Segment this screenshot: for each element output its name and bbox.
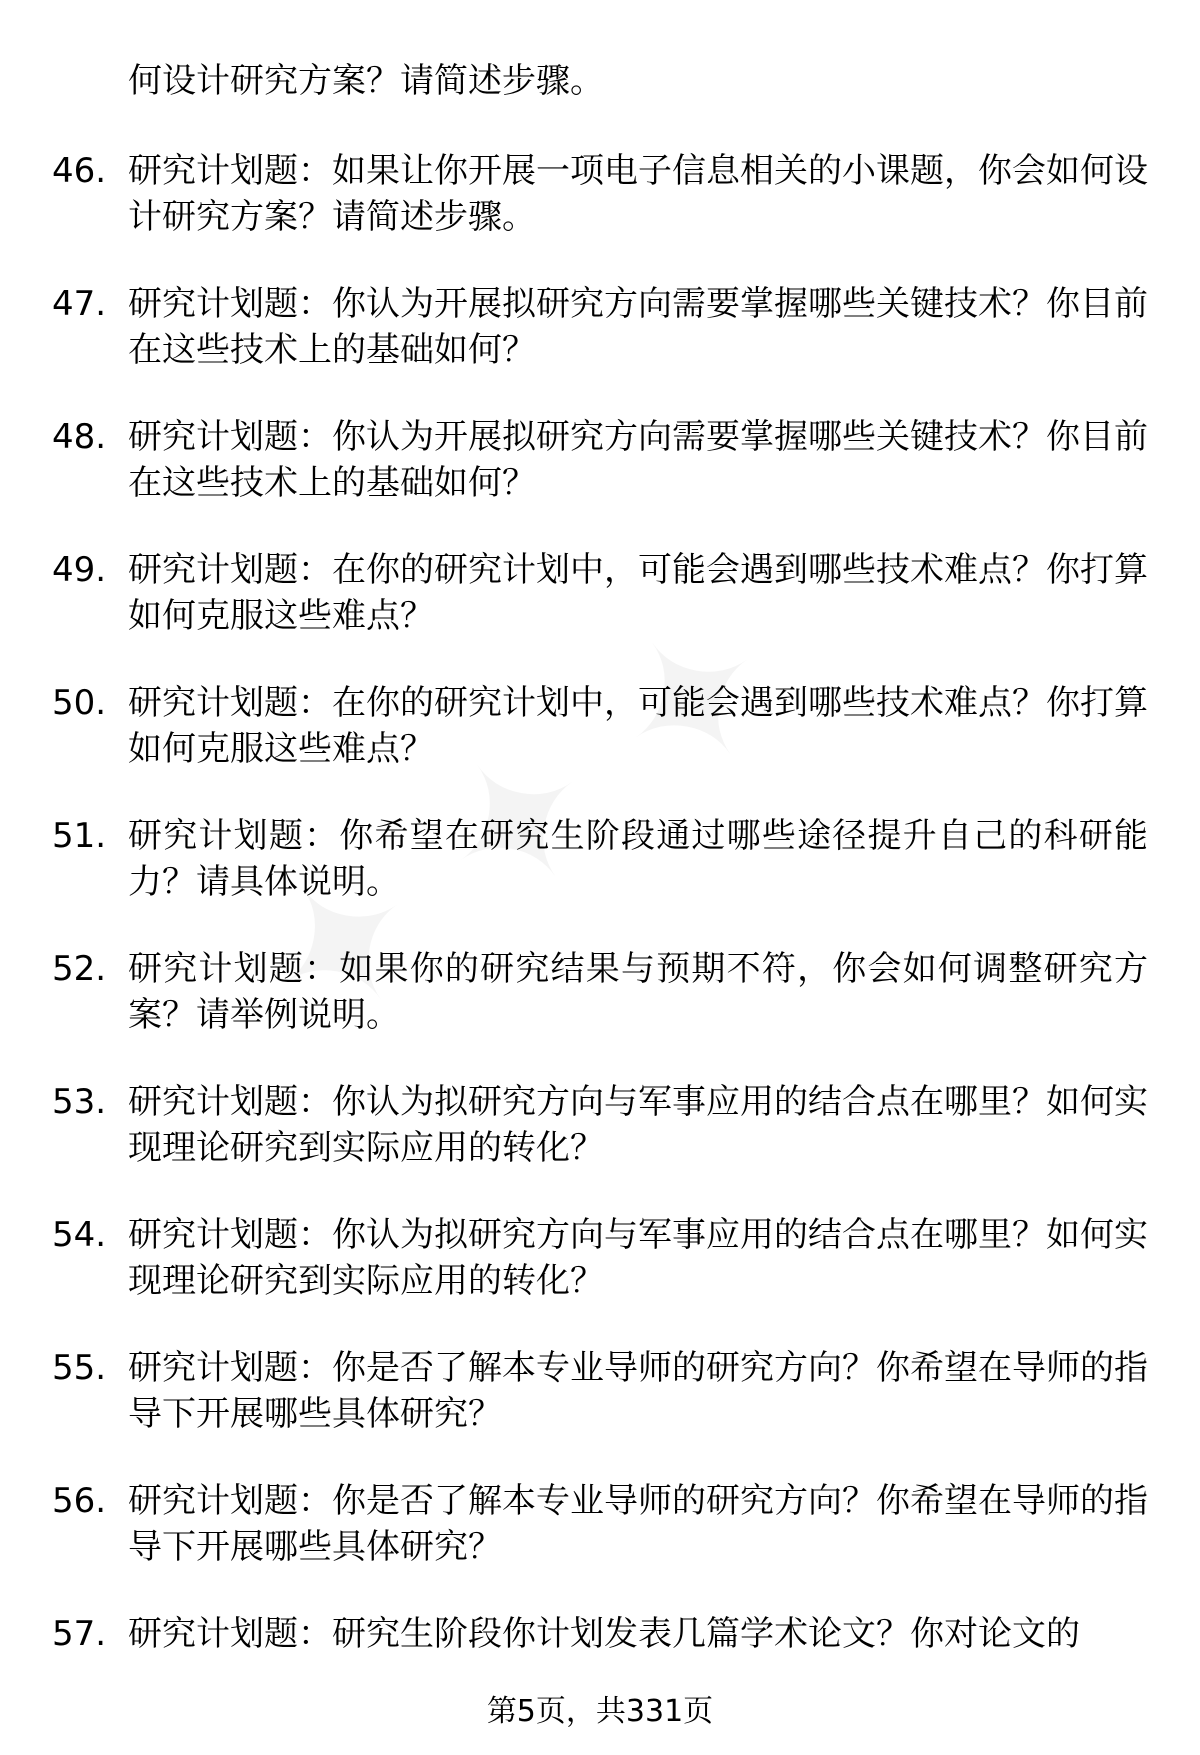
question-item	[0, 148, 1200, 281]
question-number: 53.	[52, 1082, 107, 1122]
question-text: 研究计划题：你是否了解本专业导师的研究方向？你希望在导师的指导下开展哪些具体研究？	[128, 1481, 1148, 1567]
question-number: 55.	[52, 1348, 107, 1388]
question-item	[0, 1345, 1200, 1478]
question-number: 51.	[52, 816, 107, 856]
question-text: 研究计划题：你认为拟研究方向与军事应用的结合点在哪里？如何实现理论研究到实际应用的转化？	[128, 1215, 1148, 1301]
question-text: 研究计划题：如果让你开展一项电子信息相关的小课题，你会如何设计研究方案？请简述步骤。	[128, 151, 1148, 237]
question-list	[0, 148, 1200, 1744]
question-item	[0, 1079, 1200, 1212]
question-item	[0, 946, 1200, 1079]
question-number: 50.	[52, 683, 107, 723]
question-number: 57.	[52, 1614, 107, 1654]
question-number: 49.	[52, 550, 107, 590]
question-number: 48.	[52, 417, 107, 457]
question-text: 研究计划题：你希望在研究生阶段通过哪些途径提升自己的科研能力？请具体说明。	[128, 816, 1148, 902]
question-text: 研究计划题：你认为开展拟研究方向需要掌握哪些关键技术？你目前在这些技术上的基础如何？	[128, 284, 1148, 370]
question-item	[0, 1478, 1200, 1611]
question-item	[0, 281, 1200, 414]
question-item	[0, 680, 1200, 813]
question-number: 54.	[52, 1215, 107, 1255]
question-text: 研究计划题：在你的研究计划中，可能会遇到哪些技术难点？你打算如何克服这些难点？	[128, 550, 1148, 636]
page-footer: 第5页，共331页	[486, 1694, 714, 1729]
question-item	[0, 547, 1200, 680]
question-text: 研究计划题：在你的研究计划中，可能会遇到哪些技术难点？你打算如何克服这些难点？	[128, 683, 1148, 769]
question-number: 56.	[52, 1481, 107, 1521]
question-text: 研究计划题：研究生阶段你计划发表几篇学术论文？你对论文的	[128, 1614, 1080, 1654]
question-number: 52.	[52, 949, 107, 989]
question-item	[0, 414, 1200, 547]
question-text: 研究计划题：你是否了解本专业导师的研究方向？你希望在导师的指导下开展哪些具体研究？	[128, 1348, 1148, 1434]
question-text: 研究计划题：你认为开展拟研究方向需要掌握哪些关键技术？你目前在这些技术上的基础如何？	[128, 417, 1148, 503]
question-item	[0, 1212, 1200, 1345]
continuation-text: 何设计研究方案？请简述步骤。	[128, 61, 604, 101]
question-item	[0, 813, 1200, 946]
question-number: 47.	[52, 284, 107, 324]
question-number: 46.	[52, 151, 107, 191]
question-text: 研究计划题：如果你的研究结果与预期不符，你会如何调整研究方案？请举例说明。	[128, 949, 1148, 1035]
question-text: 研究计划题：你认为拟研究方向与军事应用的结合点在哪里？如何实现理论研究到实际应用的转化？	[128, 1082, 1148, 1168]
